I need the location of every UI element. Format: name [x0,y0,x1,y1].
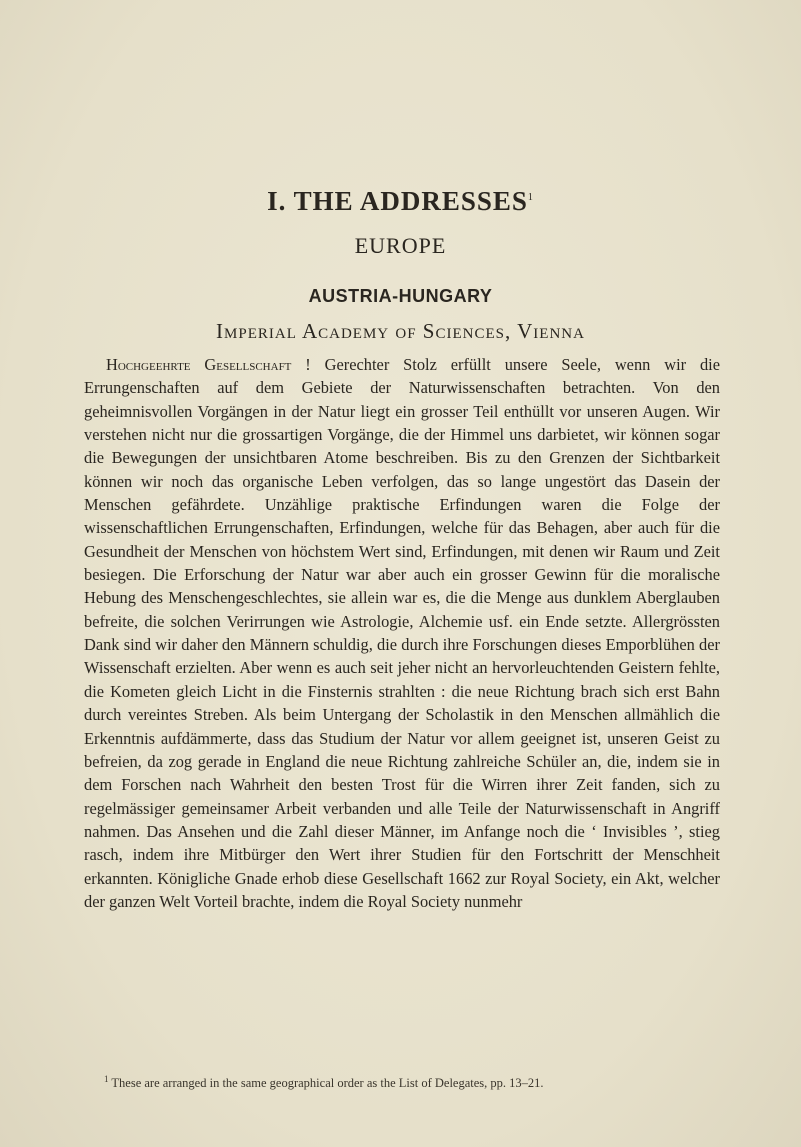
address-paragraph [84,353,720,913]
address-body [84,353,720,913]
footnote-reference[interactable]: 1 [527,192,534,203]
footnote-text: These are arranged in the same geographical order as the List of Delegates, pp. 13–21. [111,1076,544,1091]
footnote-marker: 1 [104,1074,109,1084]
paragraph-text: Gerechter Stolz erfüllt unsere Seele, wenn wir die Errungenschaften auf dem Gebiete der Naturwissenschaften betrachten. Von den geheimnisvollen Vorgängen in der Natur liegt ein grosser Teil enthüllt vor unseren Augen. Wir verstehen nicht nur die grossartigen Vorgänge, die der Himmel uns darbietet, wir können sogar die Bewegungen der unsichtbaren Atome beschreiben. Bis zu den Grenzen der Sichtbarkeit können wir noch das organische Leben verfolgen, das so lange ungestört das Dasein der Menschen gefährdete. Unzählige praktische Erfindungen waren die Folge der wissenschaftlichen Errungenschaften, Erfindungen, welche für das Behagen, aber auch für die Gesundheit der Menschen von höchstem Wert sind, Erfindungen, mit denen wir Raum und Zeit besiegen. Die Erforschung der Natur war aber auch ein grosser Gewinn für die moralische Hebung des Menschengeschlechtes, sie allein war es, die die Menge aus dunklem Aberglauben befreite, die solchen Verirrungen wie Astrologie, Alchemie usf. ein Ende setzte. Allergrössten Dank sind wir daher den Männern schuldig, die durch ihre Forschungen dieses Emporblühen der Wissenschaft erzielten. Aber wenn es auch seit jeher nicht an hervorleuchtenden Geistern fehlte, die Kometen gleich Licht in die Finsternis strahlten : die neue Richtung brach sich erst Bahn durch vereintes Streben. Als beim Untergang der Scholastik in den Menschen allmählich die Erkenntnis aufdämmerte, dass das Studium der Natur vor allem geeignet ist, unseren Geist zu befreien, da zog gerade in England die neue Richtung zahlreiche Schüler an, die, indem sie in dem Forschen nach Wahrheit den besten Trost für die Wirren ihrer Zeit fanden, sich zu regelmässiger gemeinsamer Arbeit verbanden und alle Teile der Naturwissenschaft in Angriff nahmen. Das Ansehen und die Zahl dieser Männer, im Anfange noch die ‘ Invisibles ’, stieg rasch, indem ihre Mitbürger den Wert ihrer Studien für den Fortschritt der Menschheit erkannten. Königliche Gnade erhob diese Gesellschaft 1662 zur Royal Society, ein Akt, welcher der ganzen Welt Vorteil brachte, indem die Royal Society nunmehr [84,355,721,911]
chapter-title-text: I. THE ADDRESSES [267,186,528,216]
footnote [84,1071,720,1091]
region-heading: EUROPE [354,233,447,258]
salutation: Hochgeehrte Gesellschaft ! [106,355,311,374]
country-heading: AUSTRIA-HUNGARY [308,286,493,306]
institution-heading: Imperial Academy of Sciences, Vienna [216,319,585,343]
chapter-title [0,186,801,217]
